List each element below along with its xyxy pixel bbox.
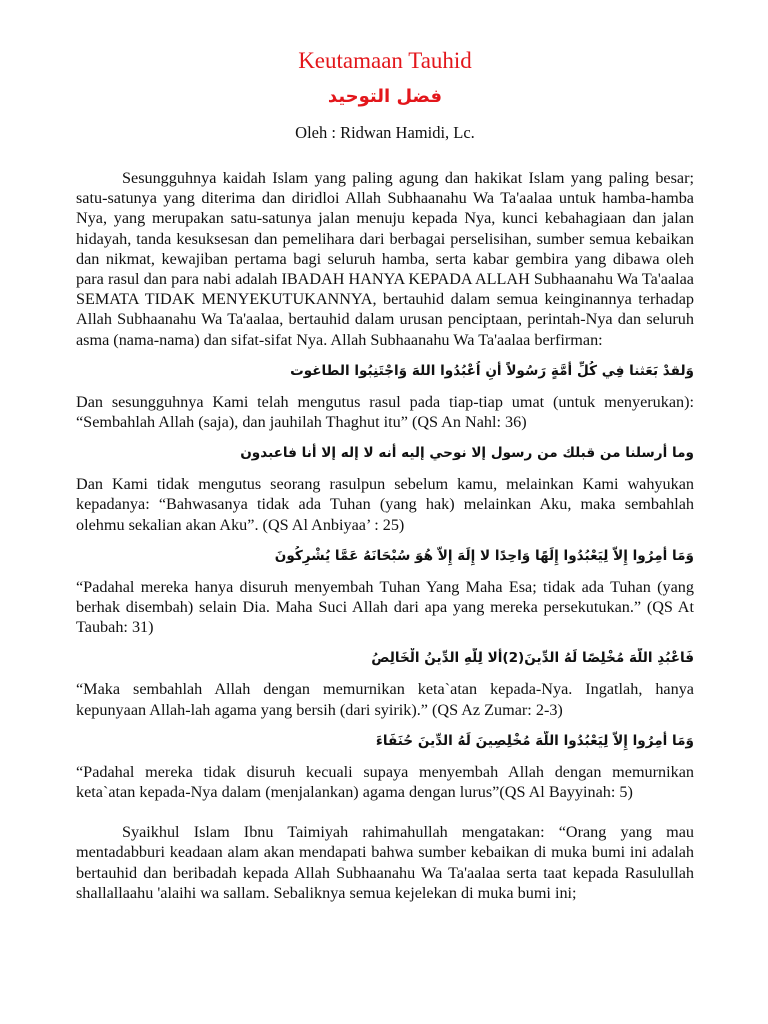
closing-paragraph: Syaikhul Islam Ibnu Taimiyah rahimahullah mengatakan: “Orang yang mau mentadabburi keadaan alam akan mendapati bahwa sumber kebaikan di muka bumi ini adalah bertauhid dan beribadah kepada Allah Subhaanahu Wa Ta'aalaa serta taat kepada Rasulullah shallallaahu 'alaihi wa sallam. Sebaliknya semua kejelekan di muka bumi ini; [76, 823, 694, 902]
ayah-2-translation: Dan Kami tidak mengutus seorang rasulpun sebelum kamu, melainkan Kami wahyukan kepadanya: “Bahwasanya tidak ada Tuhan (yang hak) melainkan Aku, maka sembahlah olehmu sekalian akan Aku”. (QS Al Anbiyaa’ : 25) [76, 475, 694, 534]
arabic-title: فضل التوحيد [327, 86, 443, 107]
ayah-1-translation: Dan sesungguhnya Kami telah mengutus rasul pada tiap-tiap umat (untuk menyerukan): “Sembahlah Allah (saja), dan jauhilah Thaghut itu” (QS An Nahl: 36) [76, 392, 694, 432]
ayah-4-arabic: فَاعْبُدِ اللَّهَ مُخْلِصًا لَهُ الدِّينَ(2)أَلا لِلَّهِ الدِّينُ الْخَالِصُ [371, 650, 694, 667]
ayah-3-translation: “Padahal mereka hanya disuruh menyembah Tuhan Yang Maha Esa; tidak ada Tuhan (yang berhak disembah) selain Dia. Maha Suci Allah dari apa yang mereka persekutukan.” (QS At Taubah: 31) [76, 577, 694, 637]
ayah-3-arabic: وَمَا أُمِرُوا إِلاَّ لِيَعْبُدُوا إِلَهًا وَاحِدًا لا إِلَهَ إِلاَّ هُوَ سُبْحَانَهُ عَمَّا يُشْرِكُونَ [274, 547, 694, 564]
ayah-5-arabic: وَمَا أُمِرُوا إِلاَّ لِيَعْبُدُوا اللَّهَ مُخْلِصِينَ لَهُ الدِّينَ حُنَفَاءَ [375, 732, 694, 749]
ayah-2-arabic: وما أرسلنا من قبلك من رسول إلا نوحي إليه أنه لا إله إلا أنا فاعبدون [240, 445, 694, 462]
ayah-1-arabic: وَلقدْ بَعَثنا فِي كُلِّ أُمَّةٍ رَسُولاً أَنِ اُعْبُدُوا اللهَ وَاجْتَنِبُوا الطاغوت [290, 362, 694, 379]
ayah-5-translation: “Padahal mereka tidak disuruh kecuali supaya menyembah Allah dengan memurnikan keta`atan kepada-Nya dalam (menjalankan) agama dengan lurus”(QS Al Bayyinah: 5) [76, 762, 694, 802]
ayah-4-translation: “Maka sembahlah Allah dengan memurnikan keta`atan kepada-Nya. Ingatlah, hanya kepunyaan Allah-lah agama yang bersih (dari syirik).” (QS Az Zumar: 2-3) [76, 680, 694, 719]
page-title: Keutamaan Tauhid [298, 48, 472, 73]
intro-paragraph: Sesungguhnya kaidah Islam yang paling agung dan hakikat Islam yang paling besar; satu-satunya yang diterima dan diridloi Allah Subhaanahu Wa Ta'aalaa untuk hamba-hamba Nya, yang merupakan satu-satunya jalan menuju kepada Nya, kunci kebahagiaan dan jalan hidayah, tanda kesuksesan dan pemelihara dari berbagai perselisihan, sumber semua kebaikan dan nikmat, kewajiban pertama bagi seluruh hamba, serta kabar gembira yang dibawa oleh para rasul dan para nabi adalah IBADAH HANYA KEPADA ALLAH Subhaanahu Wa Ta'aalaa SEMATA TIDAK MENYEKUTUKANNYA, bertauhid dalam semua keinginannya terhadap Allah Subhaanahu Wa Ta'aalaa, bertauhid dalam urusan penciptaan, perintah-Nya dan seluruh asma (nama-nama) dan sifat-sifat Nya. Allah Subhaanahu Wa Ta'aalaa berfirman: [76, 169, 694, 349]
author-line: Oleh : Ridwan Hamidi, Lc. [295, 123, 475, 142]
document-page [76, 44, 694, 903]
